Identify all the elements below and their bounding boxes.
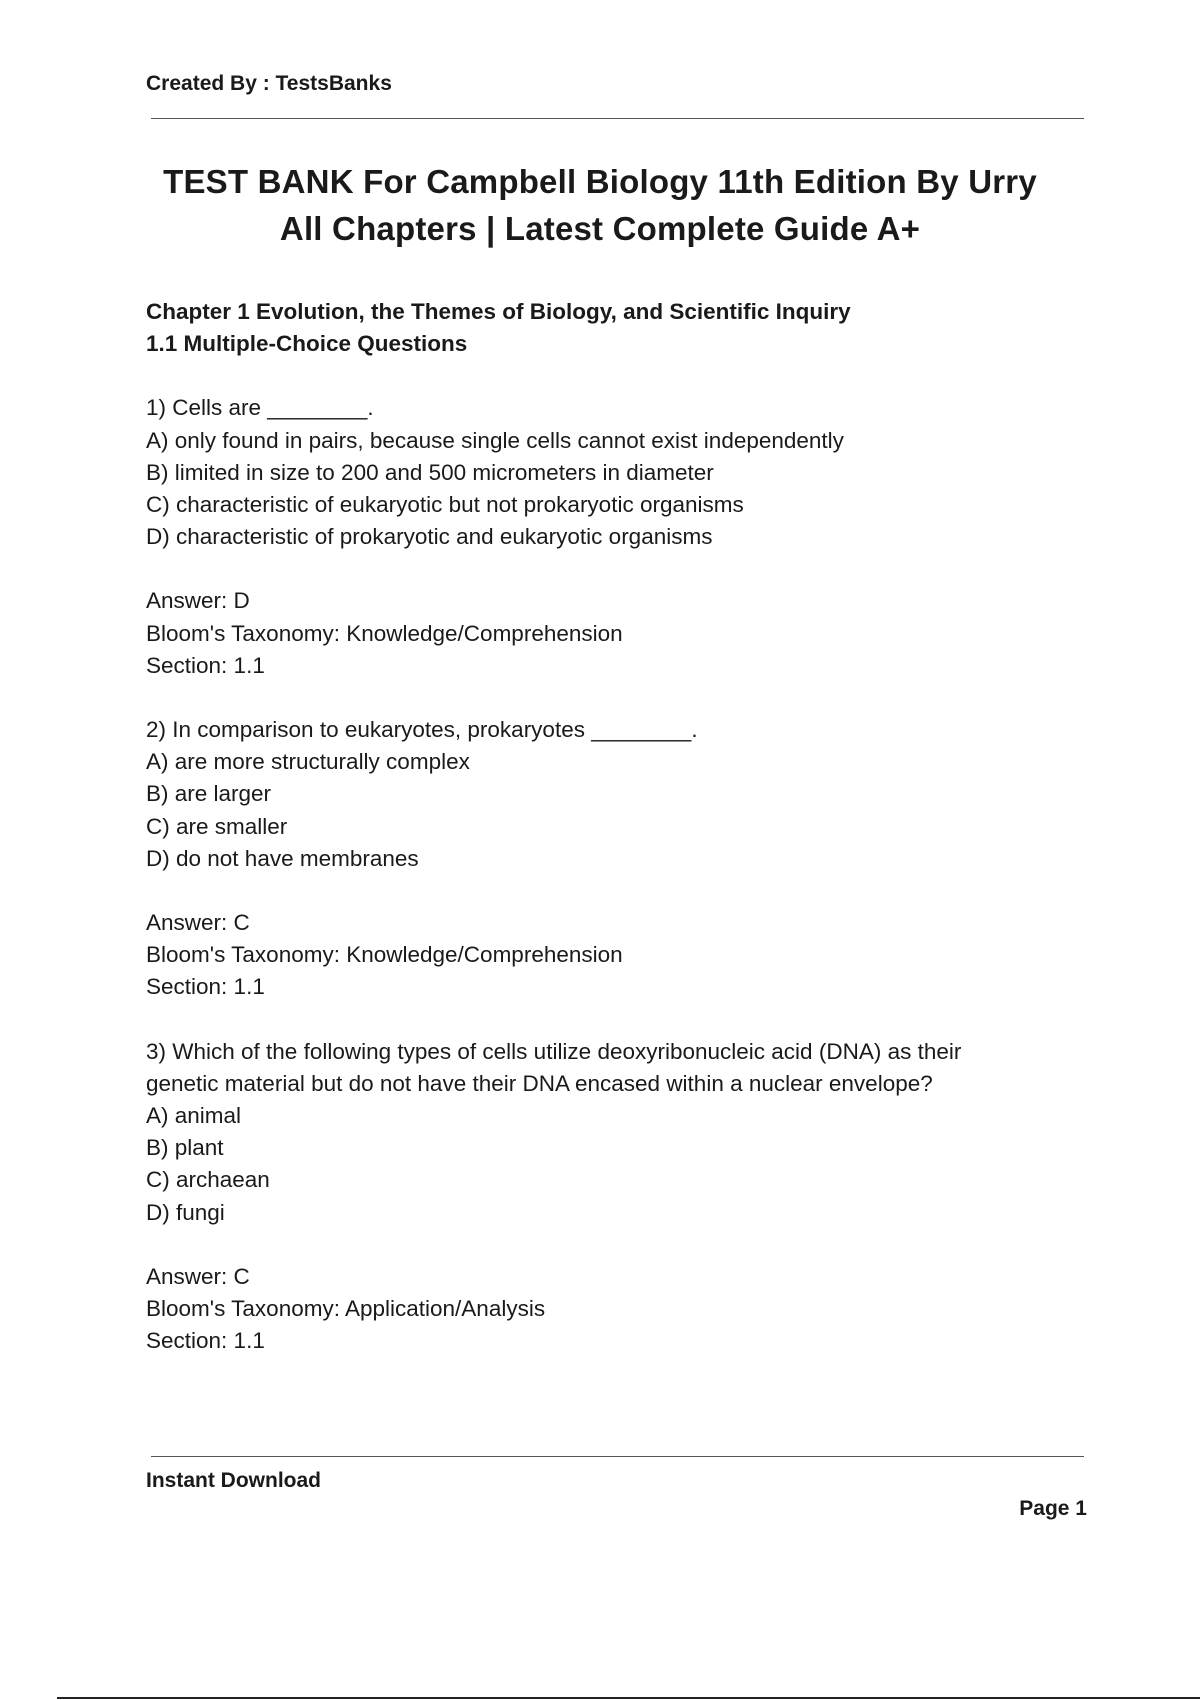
question-stem: 2) In comparison to eukaryotes, prokaryotes ________.	[146, 717, 698, 743]
answer-option-d: D) characteristic of prokaryotic and eukaryotic organisms	[146, 524, 713, 550]
chapter-heading	[146, 296, 1076, 360]
blooms-taxonomy: Bloom's Taxonomy: Knowledge/Comprehension	[146, 942, 623, 968]
document-title	[120, 158, 1080, 252]
answer-option-c: C) archaean	[146, 1167, 270, 1193]
header-divider	[151, 118, 1084, 119]
document-title-line-1: TEST BANK For Campbell Biology 11th Edition By Urry	[163, 163, 1037, 200]
answer-option-b: B) plant	[146, 1135, 224, 1161]
chapter-title: Chapter 1 Evolution, the Themes of Biology, and Scientific Inquiry	[146, 299, 851, 324]
section-title: 1.1 Multiple-Choice Questions	[146, 331, 468, 357]
question-3	[146, 1036, 1076, 1229]
document-title-line-2: All Chapters | Latest Complete Guide A+	[279, 210, 921, 247]
header-credit: Created By : TestsBanks	[146, 72, 392, 95]
section-ref: Section: 1.1	[146, 974, 265, 1000]
answer-option-c: C) characteristic of eukaryotic but not prokaryotic organisms	[146, 492, 744, 518]
question-2-meta	[146, 907, 1076, 1004]
footer-divider	[151, 1456, 1084, 1457]
question-3-meta	[146, 1261, 1076, 1358]
blooms-taxonomy: Bloom's Taxonomy: Knowledge/Comprehension	[146, 620, 623, 646]
answer-option-b: B) are larger	[146, 781, 272, 807]
question-1	[146, 392, 1076, 553]
answer-key: Answer: C	[146, 1263, 250, 1289]
answer-option-c: C) are smaller	[146, 813, 288, 839]
page-number: Page 1	[1019, 1497, 1087, 1520]
page-edge-rule	[57, 1697, 1200, 1699]
answer-option-a: A) are more structurally complex	[146, 749, 470, 775]
answer-option-d: D) fungi	[146, 1199, 225, 1225]
question-stem-continued: genetic material but do not have their DNA encased within a nuclear envelope?	[146, 1070, 933, 1096]
question-1-meta	[146, 585, 1076, 682]
answer-option-b: B) limited in size to 200 and 500 micrometers in diameter	[146, 459, 714, 485]
section-ref: Section: 1.1	[146, 652, 265, 678]
answer-option-d: D) do not have membranes	[146, 845, 419, 871]
answer-option-a: A) animal	[146, 1103, 242, 1129]
answer-option-a: A) only found in pairs, because single cells cannot exist independently	[146, 427, 844, 453]
answer-key: Answer: D	[146, 588, 250, 614]
document-body	[146, 296, 1076, 1389]
answer-key: Answer: C	[146, 910, 250, 936]
question-stem: 1) Cells are ________.	[146, 395, 374, 421]
question-stem: 3) Which of the following types of cells utilize deoxyribonucleic acid (DNA) as their	[146, 1038, 962, 1064]
question-2	[146, 714, 1076, 875]
blooms-taxonomy: Bloom's Taxonomy: Application/Analysis	[146, 1296, 546, 1322]
footer-label: Instant Download	[146, 1469, 321, 1492]
section-ref: Section: 1.1	[146, 1328, 265, 1354]
